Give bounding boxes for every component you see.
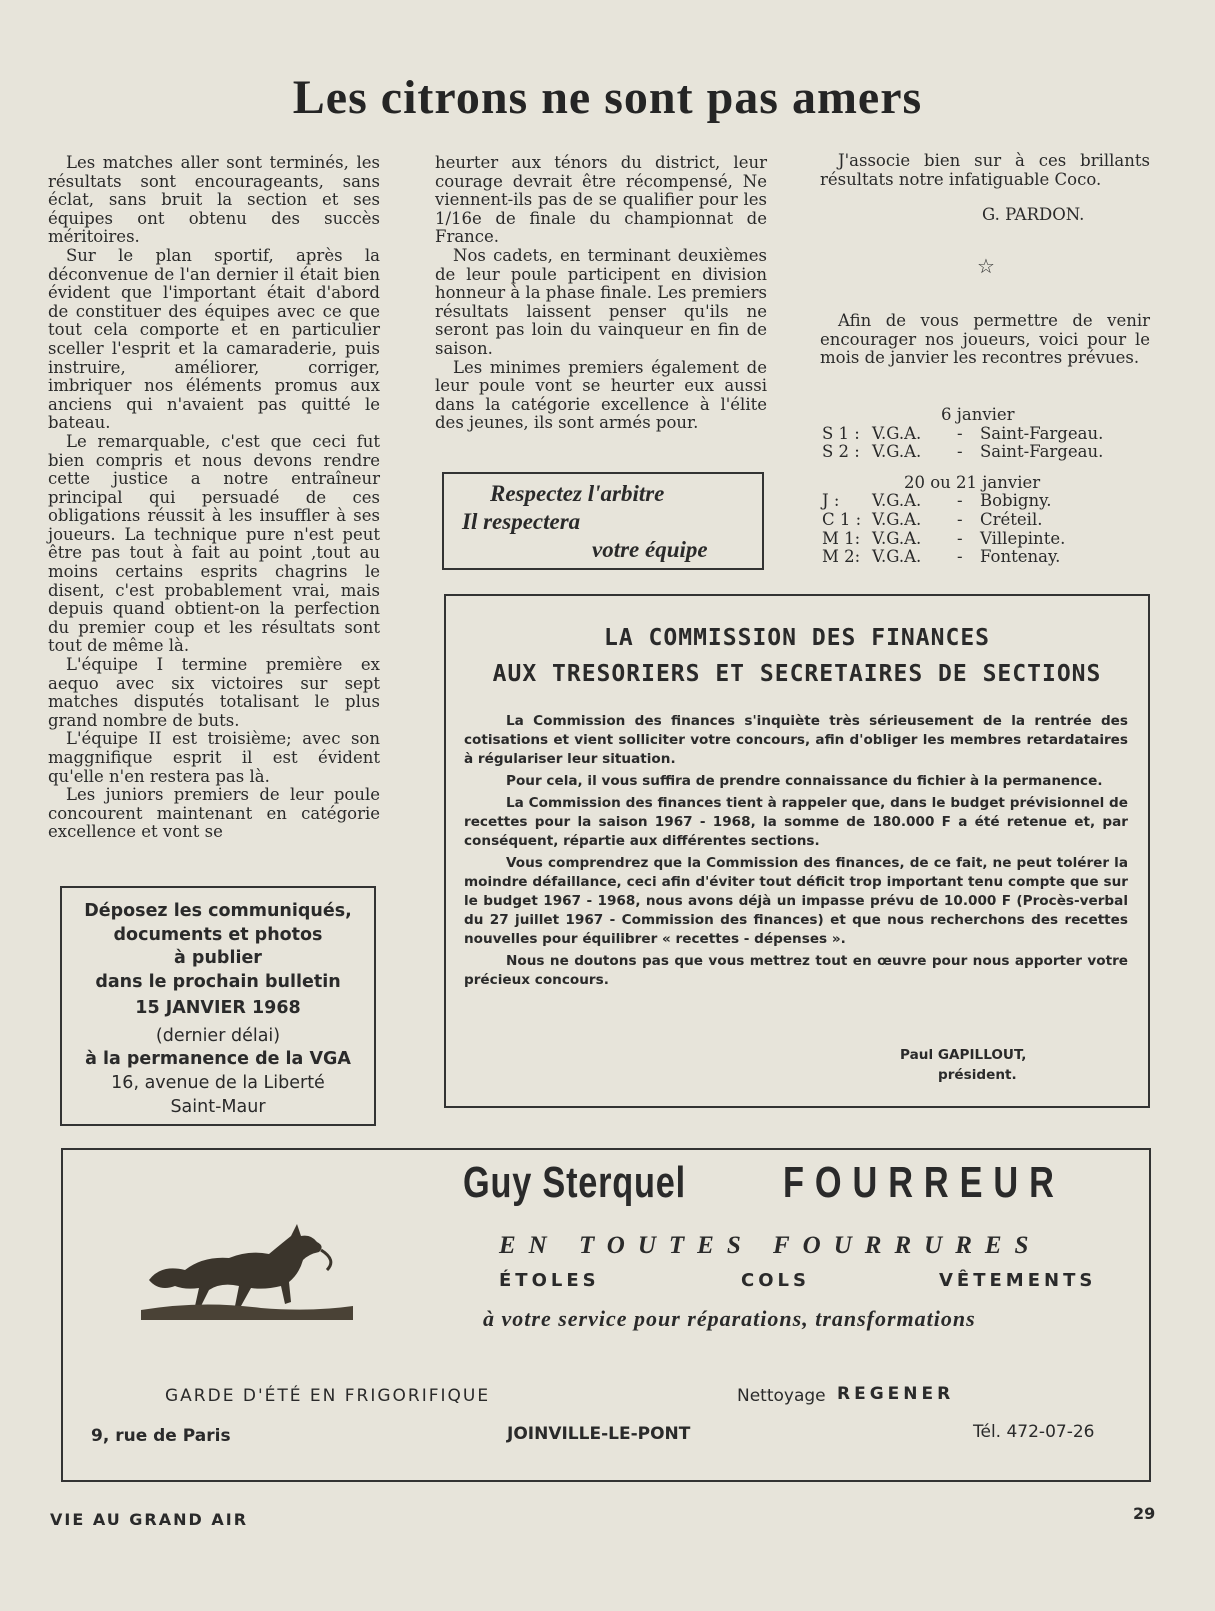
paragraph: heurter aux ténors du district, leur courage devrait être récompensé, Ne viennent-ils pas de se qualifier pour les 1/16e de finale du championnat de France.: [435, 153, 767, 247]
schedule-date-2: 20 ou 21 janvier: [904, 472, 1041, 492]
commission-body: [464, 712, 1128, 993]
furrier-advertisement: [61, 1148, 1151, 1482]
furrier-phone: Tél. 472-07-26: [973, 1422, 1095, 1442]
magazine-name: VIE AU GRAND AIR: [50, 1510, 249, 1529]
signature: G. PARDON.: [982, 205, 1085, 224]
schedule-team: M 2:: [822, 547, 861, 567]
schedule-team: C 1 :: [822, 509, 862, 529]
furrier-item-vetements: VÊTEMENTS: [939, 1270, 1097, 1291]
schedule-sep: -: [957, 509, 963, 529]
notice-line: à la permanence de la VGA: [85, 1049, 351, 1070]
schedule-away: Bobigny.: [980, 491, 1052, 511]
notice-city: Saint-Maur: [170, 1096, 266, 1117]
paragraph: La Commission des finances tient à rappeler que, dans le budget prévisionnel de recettes pour la saison 1967 - 1968, la somme de 180.000 F a été retenue et, par conséquent, répartie aux différentes sections.: [464, 795, 1128, 849]
notice-line: dans le prochain bulletin: [95, 972, 341, 993]
referee-line-2: Il respectera: [462, 509, 581, 534]
furrier-storage: GARDE D'ÉTÉ EN FRIGORIFIQUE: [165, 1386, 491, 1406]
schedule-team: S 2 :: [822, 442, 860, 462]
schedule-row: [822, 492, 1152, 511]
article-title: Les citrons ne sont pas amers: [292, 71, 923, 124]
paragraph: La Commission des finances s'inquiète très sérieusement de la rentrée des cotisations et vient solliciter votre concours, afin d'obliger les membres retardataires à régulariser leur situation.: [464, 713, 1128, 767]
paragraph: J'associe bien sur à ces brillants résultats notre infatiguable Coco.: [820, 151, 1150, 189]
referee-notice-box: [442, 472, 764, 570]
schedule-intro: [820, 312, 1150, 368]
schedule-team: J :: [822, 491, 840, 511]
furrier-tagline: EN TOUTES FOURRURES: [499, 1232, 1042, 1259]
schedule-row: [822, 548, 1152, 567]
finance-commission-box: [444, 594, 1150, 1108]
schedule-home: V.G.A.: [872, 423, 922, 443]
schedule-sep: -: [957, 423, 963, 443]
furrier-item-cols: COLS: [741, 1270, 810, 1291]
notice-line: Déposez les communiqués,: [84, 901, 352, 921]
paragraph: L'équipe I termine première ex aequo avec six victoires sur sept matches disputés totalisant le plus grand nombre de buts.: [48, 655, 380, 730]
commission-signature-role: président.: [938, 1067, 1017, 1083]
commission-title-1: LA COMMISSION DES FINANCES: [603, 625, 991, 651]
schedule-row: [822, 425, 1152, 444]
schedule-home: V.G.A.: [872, 547, 922, 567]
schedule-date-1: 6 janvier: [941, 405, 1015, 424]
paragraph: Nous ne doutons pas que vous mettrez tout en œuvre pour nous apporter votre précieux concours.: [464, 953, 1128, 988]
article-column-2: [435, 154, 767, 433]
fox-illustration: [141, 1220, 353, 1322]
referee-line-3: votre équipe: [592, 537, 708, 562]
paragraph: Vous comprendrez que la Commission des finances, de ce fait, ne peut tolérer la moindre défaillance, ceci afin d'éviter tout déficit trop important tenu compte que sur le budget 1967 - 1968, nous avons déjà un impasse prévu de 10.000 F (Procès-verbal du 27 juillet 1967 - Commission des finances) et que nous recherchons des recettes nouvelles pour équilibrer « recettes - dépenses ».: [464, 855, 1128, 947]
schedule-away: Saint-Fargeau.: [980, 423, 1104, 443]
submission-notice-box: [60, 886, 376, 1126]
notice-deadline: 15 JANVIER 1968: [135, 997, 301, 1018]
article-column-1: [48, 154, 380, 842]
referee-line-1: Respectez l'arbitre: [490, 481, 665, 506]
commission-signature-name: Paul GAPILLOUT,: [900, 1047, 1027, 1063]
notice-line: à publier: [174, 948, 262, 969]
schedule-row: [822, 530, 1152, 549]
schedule-sep: -: [957, 491, 963, 511]
paragraph: Pour cela, il vous suffira de prendre connaissance du fichier à la permanence.: [506, 773, 1103, 789]
notice-line: documents et photos: [113, 924, 323, 945]
paragraph: Sur le plan sportif, après la déconvenue de l'an dernier il était bien évident que l'important était d'abord de constituer des équipes avec ce que tout cela comporte et en particulier sceller l'esprit et la camaraderie, puis instruire, améliorer, corriger, imbriquer nos éléments promus aux anciens qui n'avaient pas quitté le bateau.: [48, 245, 380, 433]
commission-title-2: AUX TRESORIERS ET SECRETAIRES DE SECTIONS: [492, 661, 1102, 687]
schedule-home: V.G.A.: [872, 442, 922, 462]
furrier-regener: REGENER: [837, 1384, 955, 1404]
article-column-3: [820, 152, 1150, 189]
schedule-away: Fontenay.: [980, 547, 1061, 567]
paragraph: Les juniors premiers de leur poule concourent maintenant en catégorie excellence et vont se: [48, 785, 380, 842]
schedule-away: Saint-Fargeau.: [980, 442, 1104, 462]
furrier-cleaning: Nettoyage: [737, 1386, 826, 1406]
schedule-home: V.G.A.: [872, 509, 922, 529]
paragraph: Afin de vous permettre de venir encourager nos joueurs, voici pour le mois de janvier les recontres prévues.: [820, 311, 1150, 368]
paragraph: Les minimes premiers également de leur poule vont se heurter eux aussi dans la catégorie excellence à l'élite des jeunes, ils sont armés pour.: [435, 357, 767, 433]
schedule-team: M 1:: [822, 528, 861, 548]
furrier-city: JOINVILLE-LE-PONT: [507, 1424, 691, 1444]
furrier-address: 9, rue de Paris: [91, 1426, 231, 1446]
schedule-team: S 1 :: [822, 423, 860, 443]
furrier-trade: FOURREUR: [783, 1158, 1065, 1207]
schedule-away: Créteil.: [980, 509, 1043, 529]
schedule-home: V.G.A.: [872, 491, 922, 511]
schedule-sep: -: [957, 528, 963, 548]
furrier-name: Guy Sterquel: [463, 1158, 686, 1207]
schedule-row: [822, 443, 1152, 462]
furrier-item-etoles: ÉTOLES: [499, 1270, 600, 1291]
schedule-sep: -: [957, 442, 963, 462]
schedule-home: V.G.A.: [872, 528, 922, 548]
schedule: [822, 406, 1152, 567]
furrier-service: à votre service pour réparations, transformations: [483, 1306, 976, 1331]
schedule-row: [822, 511, 1152, 530]
schedule-away: Villepinte.: [980, 528, 1066, 548]
schedule-sep: -: [957, 547, 963, 567]
paragraph: Nos cadets, en terminant deuxièmes de leur poule participent en division honneur à la phase finale. Les premiers résultats laissent penser qu'ils ne seront pas loin du vainqueur en fin de saison.: [435, 245, 767, 358]
page-number: 29: [1133, 1504, 1156, 1523]
paragraph: Le remarquable, c'est que ceci fut bien compris et nous devons rendre cette justice a notre entraîneur principal qui persuadé de ces obligations réussit à les insuffler à ses joueurs. La technique pure n'est peut être pas tout à fait au point ,tout au moins certains esprits chagrins le disent, c'est probablement vrai, mais depuis quand obtient-on la perfection du premier coup et les résultats sont tout de même là.: [48, 431, 380, 656]
notice-line: (dernier délai): [155, 1025, 281, 1046]
star-icon: ☆: [977, 254, 995, 278]
paragraph: Les matches aller sont terminés, les résultats sont encourageants, sans éclat, sans bruit la section et ses équipes ont obtenu des succès méritoires.: [48, 153, 380, 247]
paragraph: L'équipe II est troisième; avec son maggnifique esprit il est évident qu'elle n'en restera pas là.: [48, 729, 380, 786]
notice-address: 16, avenue de la Liberté: [111, 1072, 325, 1093]
